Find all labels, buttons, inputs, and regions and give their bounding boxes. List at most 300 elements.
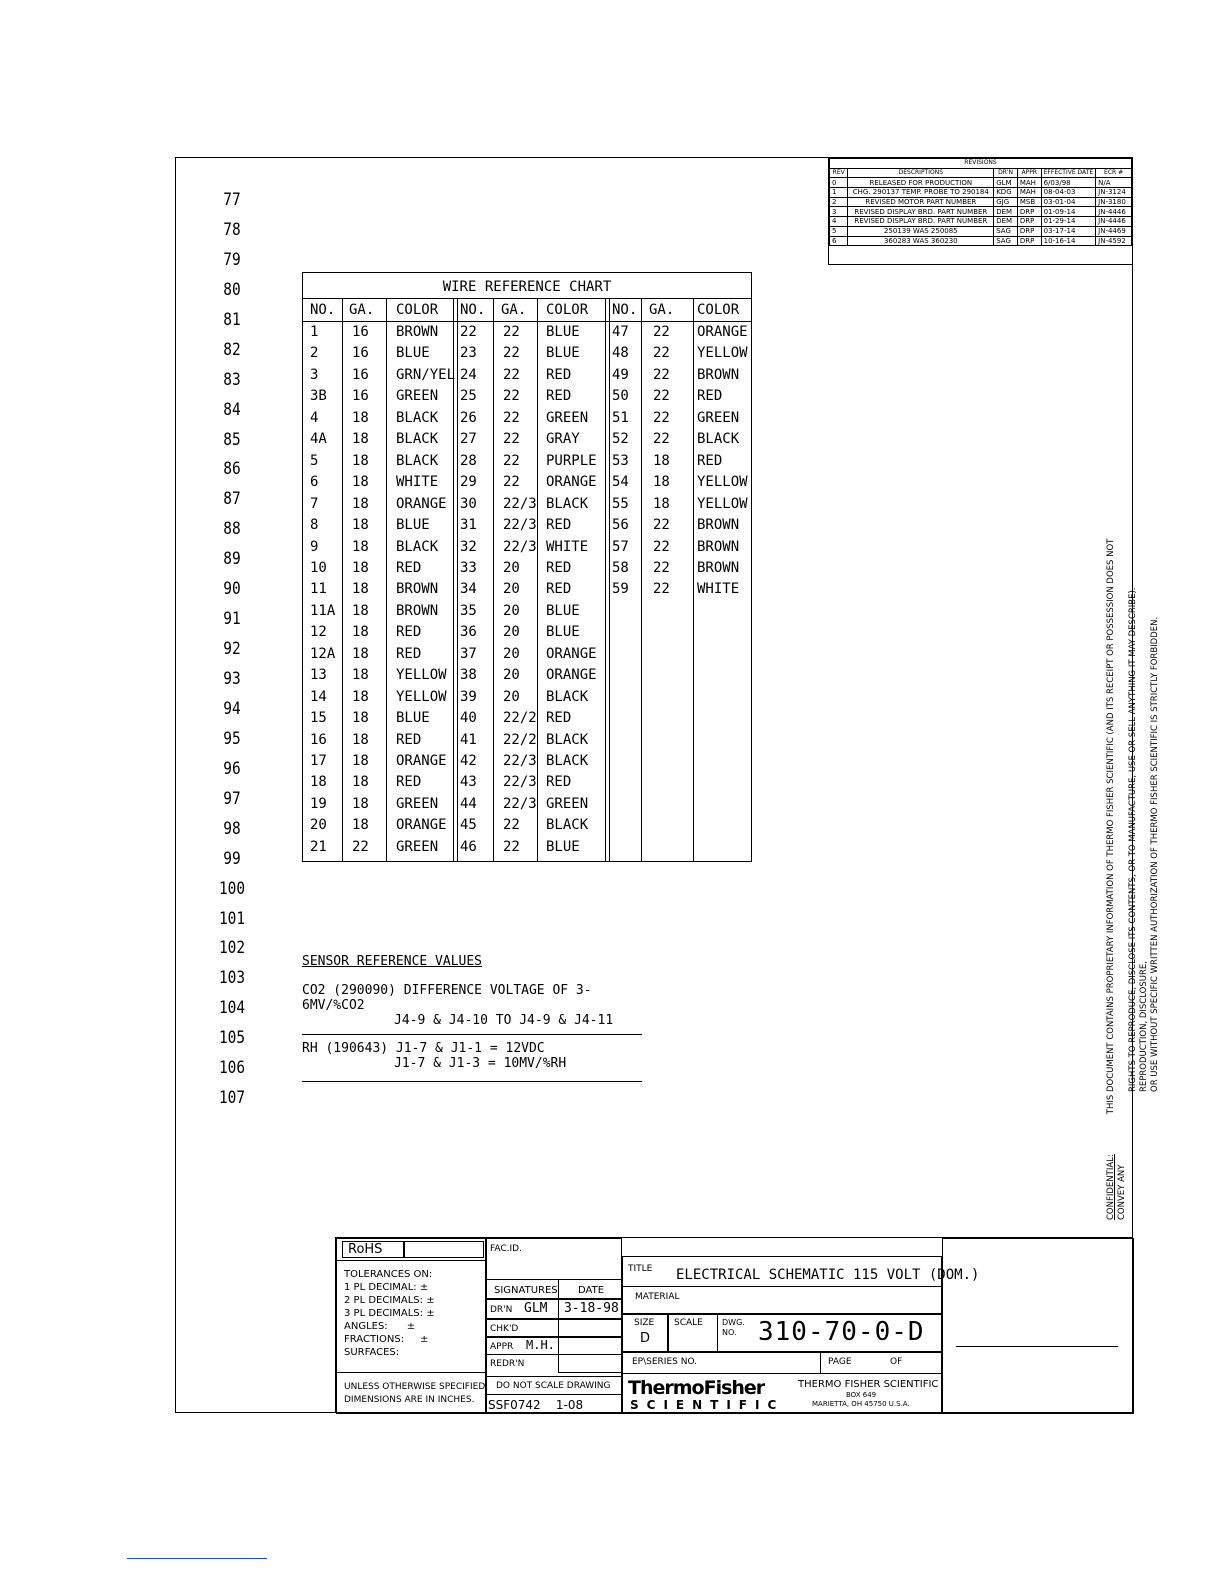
wire-chart-cell: RED [697,452,723,469]
wire-chart-cell: GRAY [546,431,580,448]
wire-chart-cell: 39 [460,688,477,705]
wire-chart-cell: 22 [653,431,670,448]
wire-chart-cell: BLACK [396,409,439,426]
line-number: 80 [223,279,241,300]
line-number: 106 [218,1058,246,1079]
revision-cell: 03-17-14 [1041,226,1096,236]
line-number: 98 [223,818,241,839]
wire-chart-cell: 22/3 [503,753,537,769]
wire-chart-cell: 16 [352,345,369,362]
wire-reference-chart [302,272,752,862]
wire-chart-cell: 18 [352,624,369,641]
revision-cell: DRP [1017,226,1041,236]
line-number: 103 [218,968,246,989]
revision-row [830,188,1132,198]
wire-chart-cell: RED [546,774,572,791]
line-number: 90 [223,579,241,600]
revisions-header-cell: EFFECTIVE DATE [1041,168,1096,178]
revisions-header-row [830,168,1132,178]
wire-chart-cell: 15 [310,710,327,727]
confidential-label: CONFIDENTIAL: [1106,1154,1116,1220]
wire-chart-cell: YELLOW [697,495,748,512]
wire-chart-cell: 20 [503,688,520,705]
wire-chart-cell: BROWN [697,538,740,555]
confidential-notice [1106,520,1161,1220]
wire-chart-cell: BROWN [697,366,740,383]
wire-chart-cell: 22 [503,474,520,491]
wire-chart-cell: BLUE [546,345,580,362]
wire-chart-column-rule [609,298,610,861]
line-number: 91 [223,609,241,630]
wire-chart-cell: RED [396,624,422,641]
revision-cell: 6 [830,236,848,246]
wire-chart-cell: 22 [653,581,670,598]
wire-chart-cell: 12 [310,624,327,641]
revision-cell: DRP [1017,217,1041,227]
line-number: 88 [223,519,241,540]
wire-chart-cell: 22 [503,324,520,340]
wire-chart-cell: GRN/YEL [396,366,456,383]
company-name: THERMO FISHER SCIENTIFIC [798,1379,939,1390]
redrn-label: REDR'N [490,1359,525,1369]
wire-chart-cell: 3B [310,388,327,405]
wire-chart-cell: 20 [503,645,520,662]
revision-cell: GJG [994,197,1018,207]
chkd-label: CHK'D [490,1324,519,1334]
wire-chart-cell: RED [396,559,422,576]
unless-line-2: DIMENSIONS ARE IN INCHES. [344,1395,475,1405]
line-number: 78 [223,219,241,240]
wire-chart-header-cell: NO. [612,302,638,318]
revisions-header-cell: DR'N [994,168,1018,178]
tolerance-angles: ANGLES: ± [344,1321,416,1332]
sensor-divider [302,1081,642,1082]
wire-chart-cell: 13 [310,667,327,684]
line-number: 83 [223,369,241,390]
wire-chart-cell: 4 [310,409,319,426]
wire-chart-cell: BLUE [546,602,580,619]
wire-chart-cell: 20 [503,581,520,598]
wire-chart-cell: BLACK [546,495,589,512]
wire-chart-cell: 16 [352,388,369,405]
wire-chart-cell: ORANGE [546,474,597,491]
revision-cell: 360283 WAS 360230 [848,236,994,246]
appr-value: M.H. [526,1338,555,1352]
fac-id-label: FAC.ID. [490,1244,522,1254]
revision-cell: DRP [1017,236,1041,246]
wire-chart-cell: BLUE [396,710,430,727]
wire-chart-cell: 18 [352,495,369,512]
revision-row [830,236,1132,246]
wire-chart-cell: RED [396,731,422,748]
wire-chart-cell: 18 [352,517,369,534]
line-number: 102 [218,938,246,959]
wire-chart-cell: 41 [460,731,477,748]
confidential-line-2: RIGHTS TO REPRODUCE, DISCLOSE ITS CONTENTS, OR TO MANUFACTURE, USE OR SELL ANYTHING IT MAY DESCRIBE). REPRODUCTION, DISCLOSURE, [1128,587,1149,1092]
wire-chart-cell: 33 [460,559,477,576]
wire-chart-cell: BLACK [697,431,740,448]
wire-chart-cell: 22 [460,324,477,340]
revision-cell: 10-16-14 [1041,236,1096,246]
line-number: 84 [223,399,241,420]
wire-chart-cell: 21 [310,838,327,855]
wire-chart-cell: 4A [310,431,327,448]
tolerances-label: TOLERANCES ON: [344,1269,433,1280]
wire-chart-cell: 47 [612,324,629,340]
revision-cell: 250139 WAS 250085 [848,226,994,236]
wire-chart-cell: 18 [352,710,369,727]
line-number: 85 [223,429,241,450]
revision-cell: CHG. 290137 TEMP. PROBE TO 290184 [848,188,994,198]
wire-chart-header-cell: GA. [349,302,375,318]
company-box: BOX 649 [846,1391,877,1399]
wire-chart-column-rule [457,298,458,861]
wire-chart-cell: 10 [310,559,327,576]
wire-chart-header-cell: COLOR [396,302,439,318]
wire-chart-column-rule [342,298,343,861]
revision-row [830,207,1132,217]
wire-chart-cell: 52 [612,431,629,448]
wire-chart-cell: ORANGE [697,324,748,340]
wire-chart-cell: 18 [310,774,327,791]
wire-chart-cell: 38 [460,667,477,684]
wire-chart-cell: 18 [352,731,369,748]
wire-chart-cell: YELLOW [396,667,447,684]
wire-chart-cell: 18 [653,452,670,469]
revision-cell: MAH [1017,178,1041,188]
wire-chart-cell: 20 [503,602,520,619]
title-block [335,1237,1133,1413]
wire-chart-cell: RED [697,388,723,405]
wire-chart-cell: 22 [653,409,670,426]
wire-chart-cell: ORANGE [546,645,597,662]
wire-chart-cell: 22/2 [503,731,537,748]
wire-chart-cell: ORANGE [396,495,447,512]
wire-chart-cell: 22 [653,345,670,362]
wire-chart-cell: 22 [503,366,520,383]
wire-chart-cell: GREEN [396,795,439,812]
revision-cell: GLM [994,178,1018,188]
wire-chart-cell: 25 [460,388,477,405]
wire-chart-cell: RED [546,559,572,576]
wire-chart-cell: BLACK [546,731,589,748]
line-number: 93 [223,669,241,689]
wire-chart-cell: 19 [310,795,327,812]
confidential-line-3: OR USE WITHOUT SPECIFIC WRITTEN AUTHORIZATION OF THERMO FISHER SCIENTIFIC IS STRICTLY FORBIDDEN. [1150,616,1160,1092]
wire-chart-cell: 5 [310,452,319,469]
wire-chart-column-rule [386,298,387,861]
revision-cell: MSB [1017,197,1041,207]
wire-chart-cell: WHITE [697,581,740,598]
wire-chart-cell: YELLOW [396,688,447,705]
wire-chart-cell: 26 [460,409,477,426]
signatures-label: SIGNATURES [494,1285,558,1296]
wire-chart-cell: 59 [612,581,629,598]
wire-chart-cell: BLACK [546,753,589,769]
rohs-label: RoHS [348,1242,383,1257]
wire-chart-cell: 22 [503,431,520,448]
revisions-header-cell: DESCRIPTIONS [848,168,994,178]
scientific-logo: SCIENTIFIC [630,1398,785,1412]
wire-chart-cell: 18 [352,559,369,576]
wire-chart-cell: BLACK [546,817,589,834]
revision-cell: 0 [830,178,848,188]
drawing-number: 310-70-0-D [758,1317,925,1347]
wire-chart-cell: 1 [310,324,319,340]
wire-chart-cell: RED [396,645,422,662]
wire-chart-cell: 18 [352,753,369,769]
wire-chart-cell: 46 [460,838,477,855]
wire-chart-cell: 22/3 [503,795,537,812]
wire-chart-cell: 27 [460,431,477,448]
sensor-reference-values [302,954,642,1082]
wire-chart-header-cell: GA. [649,302,675,318]
wire-chart-cell: GREEN [546,795,589,812]
wire-chart-cell: 18 [352,431,369,448]
unless-line-1: UNLESS OTHERWISE SPECIFIED [344,1382,486,1392]
revision-cell: N/A [1096,178,1132,188]
wire-chart-cell: ORANGE [546,667,597,684]
wire-chart-header-cell: NO. [310,302,336,318]
revision-cell: DRP [1017,207,1041,217]
line-number: 105 [218,1028,246,1049]
wire-chart-cell: 43 [460,774,477,791]
wire-chart-cell: BROWN [697,517,740,534]
line-number: 94 [223,698,241,719]
wire-chart-cell: BROWN [697,559,740,576]
revision-cell: JN-3124 [1096,188,1132,198]
revision-cell: SAG [994,226,1018,236]
line-number: 95 [223,728,241,749]
tolerance-2pl: 2 PL DECIMALS: ± [344,1295,435,1306]
wire-chart-cell: 12A [310,645,336,662]
revision-cell: 4 [830,217,848,227]
drn-value: GLM [524,1301,548,1316]
line-number: 100 [218,878,246,899]
wire-chart-cell: 50 [612,388,629,405]
wire-chart-cell: 22 [653,559,670,576]
line-number: 77 [223,190,241,210]
page-label: PAGE [828,1357,852,1367]
revision-cell: 1 [830,188,848,198]
wire-chart-cell: RED [396,774,422,791]
wire-chart-column-rule [641,298,642,861]
wire-chart-cell: 18 [352,795,369,812]
wire-chart-cell: 54 [612,474,629,491]
wire-chart-cell: ORANGE [396,817,447,834]
company-city: MARIETTA, OH 45750 U.S.A. [812,1400,910,1408]
wire-chart-cell: BLACK [396,431,439,448]
co2-line-1: CO2 (290090) DIFFERENCE VOLTAGE OF 3-6MV/%CO2 [302,983,592,1013]
revision-cell: JN-4592 [1096,236,1132,246]
revision-cell: 01-09-14 [1041,207,1096,217]
revisions-title: REVISIONS [830,159,1132,169]
wire-chart-cell: 22 [503,345,520,362]
wire-chart-cell: BLUE [396,345,430,362]
wire-chart-cell: 56 [612,517,629,534]
wire-chart-cell: 14 [310,688,327,705]
wire-chart-cell: 22 [653,517,670,534]
wire-chart-header-cell: GA. [501,302,527,318]
wire-chart-cell: 22 [352,838,369,855]
revision-row [830,197,1132,207]
revision-cell: 3 [830,207,848,217]
revision-cell: 03-01-04 [1041,197,1096,207]
size-label: SIZE [634,1318,655,1328]
footer-link-line [127,1558,267,1559]
wire-chart-cell: 18 [653,474,670,491]
revisions-header-cell: REV [830,168,848,178]
revision-cell: MAH [1017,188,1041,198]
wire-chart-cell: 18 [352,688,369,705]
revisions-header-cell: APPR [1017,168,1041,178]
revision-cell: 5 [830,226,848,236]
wire-chart-cell: 22 [503,838,520,855]
revisions-header-cell: ECR # [1096,168,1132,178]
wire-chart-cell: 28 [460,452,477,469]
wire-chart-cell: 22 [653,388,670,405]
wire-chart-cell: 16 [352,366,369,383]
form-number: SSF0742 1-08 [488,1398,584,1412]
wire-chart-cell: 16 [352,324,369,340]
wire-chart-cell: YELLOW [697,345,748,362]
wire-chart-cell: 22 [503,817,520,834]
appr-label: APPR [490,1342,514,1352]
wire-chart-cell: 29 [460,474,477,491]
dwg-no-label: NO. [722,1328,737,1337]
wire-chart-cell: BROWN [396,324,439,340]
wire-chart-cell: BROWN [396,581,439,598]
wire-chart-cell: 7 [310,495,319,512]
rh-line-1: RH (190643) J1-7 & J1-1 = 12VDC [302,1041,545,1056]
wire-chart-cell: 23 [460,345,477,362]
wire-chart-cell: 36 [460,624,477,641]
wire-chart-cell: 18 [352,817,369,834]
wire-chart-cell: BLUE [546,324,580,340]
revision-cell: KDG [994,188,1018,198]
revision-cell: SAG [994,236,1018,246]
revision-cell: DEM [994,217,1018,227]
confidential-line-1: THIS DOCUMENT CONTAINS PROPRIETARY INFORMATION OF THERMO FISHER SCIENTIFIC (AND ITS RECEIPT OR POSSESSION DOES NOT CONVEY ANY [1106,538,1127,1220]
wire-chart-cell: 32 [460,538,477,555]
line-number: 87 [223,489,241,510]
revision-cell: REVISED MOTOR PART NUMBER [848,197,994,207]
wire-chart-header-cell: COLOR [546,302,589,318]
wire-chart-cell: 34 [460,581,477,598]
wire-chart-cell: 37 [460,645,477,662]
wire-chart-cell: 22/3 [503,774,537,791]
wire-chart-cell: 18 [352,645,369,662]
wire-chart-cell: 22 [503,452,520,469]
wire-chart-header-cell: NO. [460,302,486,318]
revision-cell: 08-04-03 [1041,188,1096,198]
line-number-column [212,186,252,1114]
revision-cell: 2 [830,197,848,207]
wire-chart-cell: 8 [310,517,319,534]
wire-chart-cell: BLACK [396,452,439,469]
wire-chart-cell: 18 [352,581,369,598]
wire-chart-column-rule [605,298,606,861]
wire-chart-cell: 30 [460,495,477,512]
line-number: 79 [223,249,241,270]
wire-chart-cell: 20 [503,624,520,641]
revision-cell: JN-4446 [1096,207,1132,217]
tolerance-fractions: FRACTIONS: ± [344,1334,429,1345]
wire-chart-cell: 17 [310,753,327,769]
wire-chart-cell: 22/2 [503,710,537,727]
wire-chart-cell: 11A [310,602,336,619]
wire-chart-cell: 9 [310,538,319,555]
revisions-table [828,157,1133,265]
revision-cell: REVISED DISPLAY BRD. PART NUMBER [848,217,994,227]
wire-chart-cell: WHITE [396,474,439,491]
revision-cell: 6/03/98 [1041,178,1096,188]
wire-chart-cell: 45 [460,817,477,834]
wire-chart-cell: 18 [352,667,369,684]
tolerance-1pl: 1 PL DECIMAL: ± [344,1282,429,1293]
line-number: 86 [223,459,241,480]
wire-chart-cell: 20 [310,817,327,834]
wire-chart-cell: 22 [503,409,520,426]
drn-date: 3-18-98 [564,1301,619,1316]
wire-chart-cell: ORANGE [396,753,447,769]
wire-chart-cell: 6 [310,474,319,491]
sensor-divider [302,1034,642,1035]
wire-chart-cell: 22/3 [503,495,537,512]
wire-chart-cell: 48 [612,345,629,362]
wire-chart-cell: 40 [460,710,477,727]
wire-chart-cell: BLACK [396,538,439,555]
wire-chart-cell: 42 [460,753,477,769]
line-number: 89 [223,549,241,570]
scale-label: SCALE [674,1318,703,1328]
revision-cell: DEM [994,207,1018,217]
wire-chart-cell: 20 [503,667,520,684]
revision-cell: JN-4446 [1096,217,1132,227]
rh-line-2: J1-7 & J1-3 = 10MV/%RH [394,1056,567,1071]
wire-chart-cell: 18 [352,602,369,619]
line-number: 96 [223,758,241,779]
wire-chart-cell: BROWN [396,602,439,619]
wire-chart-cell: RED [546,581,572,598]
wire-chart-cell: GREEN [546,409,589,426]
wire-chart-cell: 2 [310,345,319,362]
wire-chart-cell: 44 [460,795,477,812]
wire-chart-cell: 3 [310,366,319,383]
wire-chart-cell: 22/3 [503,517,537,534]
wire-chart-cell: GREEN [697,409,740,426]
wire-chart-cell: 22 [653,538,670,555]
wire-chart-cell: RED [546,388,572,405]
wire-chart-cell: 22/3 [503,538,537,555]
wire-chart-cell: 16 [310,731,327,748]
revision-cell: JN-3180 [1096,197,1132,207]
wire-chart-title: WIRE REFERENCE CHART [303,273,751,299]
revision-cell: 01-29-14 [1041,217,1096,227]
size-value: D [640,1331,651,1346]
wire-chart-cell: 20 [503,559,520,576]
of-label: OF [890,1357,903,1367]
line-number: 99 [223,848,241,869]
line-number: 81 [223,309,241,330]
revision-row [830,217,1132,227]
wire-chart-cell: 24 [460,366,477,383]
wire-chart-cell: 53 [612,452,629,469]
title-label: TITLE [628,1264,653,1274]
do-not-scale: DO NOT SCALE DRAWING [496,1381,611,1391]
wire-chart-cell: GREEN [396,388,439,405]
wire-chart-cell: 18 [352,474,369,491]
